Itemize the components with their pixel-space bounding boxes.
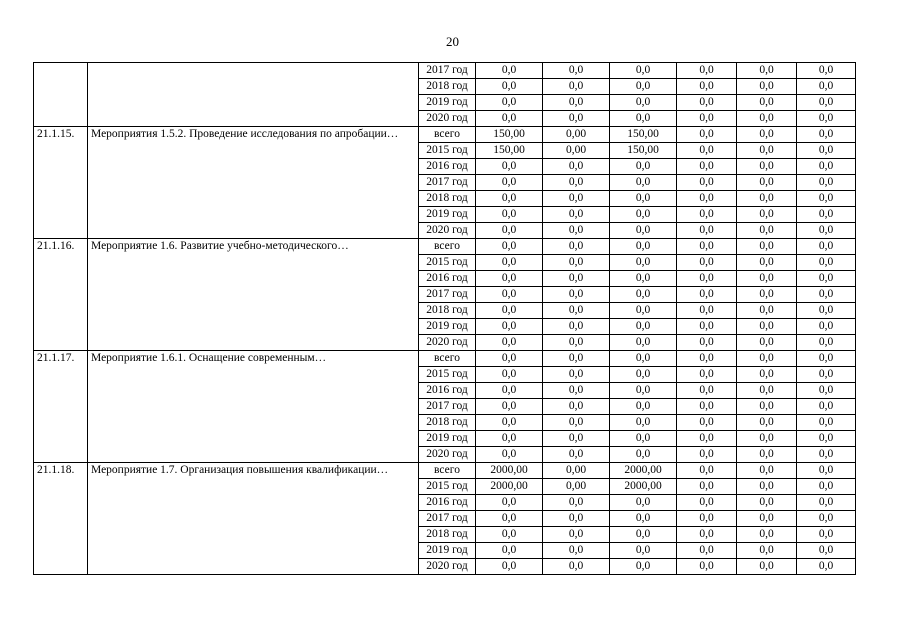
value-cell: 0,0 bbox=[677, 287, 737, 303]
year-cell: 2015 год bbox=[419, 479, 476, 495]
value-cell: 0,0 bbox=[543, 111, 610, 127]
value-cell: 0,0 bbox=[737, 527, 797, 543]
value-cell: 0,0 bbox=[543, 447, 610, 463]
value-cell: 0,0 bbox=[610, 511, 677, 527]
value-cell: 0,0 bbox=[677, 319, 737, 335]
value-cell: 0,00 bbox=[543, 479, 610, 495]
value-cell: 0,0 bbox=[610, 415, 677, 431]
value-cell: 0,0 bbox=[476, 239, 543, 255]
value-cell: 0,0 bbox=[610, 271, 677, 287]
value-cell: 0,0 bbox=[797, 223, 856, 239]
year-cell: 2016 год bbox=[419, 495, 476, 511]
value-cell: 0,0 bbox=[610, 447, 677, 463]
value-cell: 0,0 bbox=[677, 175, 737, 191]
value-cell: 0,0 bbox=[677, 207, 737, 223]
description-cell: Мероприятие 1.7. Организация повышения квалификации… bbox=[88, 463, 419, 575]
value-cell: 0,0 bbox=[476, 383, 543, 399]
value-cell: 0,0 bbox=[737, 111, 797, 127]
value-cell: 0,0 bbox=[543, 319, 610, 335]
value-cell: 0,0 bbox=[737, 271, 797, 287]
value-cell: 0,0 bbox=[797, 255, 856, 271]
value-cell: 0,0 bbox=[677, 303, 737, 319]
value-cell: 0,0 bbox=[797, 447, 856, 463]
value-cell: 0,0 bbox=[476, 415, 543, 431]
value-cell: 0,0 bbox=[677, 223, 737, 239]
value-cell: 0,0 bbox=[543, 527, 610, 543]
value-cell: 0,0 bbox=[610, 207, 677, 223]
value-cell: 0,0 bbox=[677, 111, 737, 127]
value-cell: 0,0 bbox=[677, 143, 737, 159]
value-cell: 0,0 bbox=[797, 143, 856, 159]
value-cell: 0,0 bbox=[476, 319, 543, 335]
year-cell: 2015 год bbox=[419, 143, 476, 159]
value-cell: 0,0 bbox=[677, 271, 737, 287]
value-cell: 0,0 bbox=[610, 79, 677, 95]
year-cell: 2019 год bbox=[419, 319, 476, 335]
value-cell: 0,0 bbox=[797, 127, 856, 143]
value-cell: 150,00 bbox=[476, 127, 543, 143]
value-cell: 0,0 bbox=[476, 431, 543, 447]
value-cell: 0,0 bbox=[476, 271, 543, 287]
value-cell: 0,0 bbox=[543, 559, 610, 575]
year-cell: 2018 год bbox=[419, 79, 476, 95]
value-cell: 0,0 bbox=[543, 63, 610, 79]
value-cell: 0,0 bbox=[737, 335, 797, 351]
value-cell: 0,0 bbox=[543, 239, 610, 255]
value-cell: 0,0 bbox=[610, 303, 677, 319]
value-cell: 0,0 bbox=[610, 159, 677, 175]
value-cell: 0,0 bbox=[610, 239, 677, 255]
value-cell: 0,0 bbox=[610, 63, 677, 79]
value-cell: 0,0 bbox=[476, 335, 543, 351]
value-cell: 2000,00 bbox=[610, 479, 677, 495]
value-cell: 0,0 bbox=[797, 63, 856, 79]
value-cell: 0,0 bbox=[677, 399, 737, 415]
value-cell: 0,0 bbox=[737, 543, 797, 559]
year-cell: 2016 год bbox=[419, 159, 476, 175]
year-cell: 2018 год bbox=[419, 191, 476, 207]
value-cell: 0,0 bbox=[476, 399, 543, 415]
value-cell: 0,0 bbox=[677, 63, 737, 79]
value-cell: 0,0 bbox=[737, 495, 797, 511]
value-cell: 0,0 bbox=[543, 79, 610, 95]
value-cell: 0,0 bbox=[610, 319, 677, 335]
row-number-cell: 21.1.15. bbox=[34, 127, 88, 239]
value-cell: 0,0 bbox=[677, 447, 737, 463]
value-cell: 0,0 bbox=[543, 159, 610, 175]
value-cell: 0,0 bbox=[797, 271, 856, 287]
value-cell: 0,0 bbox=[476, 367, 543, 383]
value-cell: 0,0 bbox=[677, 415, 737, 431]
value-cell: 0,0 bbox=[737, 207, 797, 223]
value-cell: 0,0 bbox=[737, 319, 797, 335]
value-cell: 0,0 bbox=[797, 239, 856, 255]
value-cell: 0,0 bbox=[543, 431, 610, 447]
value-cell: 0,0 bbox=[543, 399, 610, 415]
row-number-cell bbox=[34, 63, 88, 127]
page-number: 20 bbox=[446, 34, 459, 49]
value-cell: 0,0 bbox=[543, 367, 610, 383]
row-number-cell: 21.1.17. bbox=[34, 351, 88, 463]
value-cell: 0,0 bbox=[610, 399, 677, 415]
value-cell: 0,0 bbox=[543, 383, 610, 399]
value-cell: 0,0 bbox=[476, 223, 543, 239]
value-cell: 0,0 bbox=[543, 223, 610, 239]
value-cell: 0,0 bbox=[797, 399, 856, 415]
value-cell: 0,0 bbox=[610, 431, 677, 447]
value-cell: 0,0 bbox=[543, 511, 610, 527]
value-cell: 0,0 bbox=[543, 95, 610, 111]
value-cell: 0,0 bbox=[677, 335, 737, 351]
value-cell: 0,0 bbox=[610, 175, 677, 191]
year-cell: 2020 год bbox=[419, 559, 476, 575]
value-cell: 0,0 bbox=[677, 159, 737, 175]
value-cell: 0,0 bbox=[737, 255, 797, 271]
value-cell: 0,0 bbox=[610, 111, 677, 127]
value-cell: 0,0 bbox=[476, 191, 543, 207]
value-cell: 0,0 bbox=[610, 335, 677, 351]
value-cell: 0,0 bbox=[543, 175, 610, 191]
value-cell: 0,0 bbox=[797, 527, 856, 543]
year-cell: всего bbox=[419, 127, 476, 143]
description-cell: Мероприятие 1.6.1. Оснащение современным… bbox=[88, 351, 419, 463]
value-cell: 0,0 bbox=[797, 367, 856, 383]
value-cell: 0,0 bbox=[610, 527, 677, 543]
value-cell: 0,0 bbox=[610, 559, 677, 575]
year-cell: 2019 год bbox=[419, 431, 476, 447]
program-table bbox=[33, 62, 856, 575]
table-row bbox=[34, 239, 856, 255]
value-cell: 0,0 bbox=[797, 415, 856, 431]
value-cell: 0,0 bbox=[476, 303, 543, 319]
value-cell: 0,0 bbox=[610, 543, 677, 559]
description-cell: Мероприятия 1.5.2. Проведение исследования по апробации… bbox=[88, 127, 419, 239]
value-cell: 0,0 bbox=[737, 159, 797, 175]
year-cell: 2019 год bbox=[419, 543, 476, 559]
value-cell: 0,0 bbox=[677, 479, 737, 495]
year-cell: 2017 год bbox=[419, 175, 476, 191]
value-cell: 0,0 bbox=[737, 431, 797, 447]
value-cell: 0,0 bbox=[543, 255, 610, 271]
year-cell: 2017 год bbox=[419, 287, 476, 303]
value-cell: 0,0 bbox=[737, 239, 797, 255]
table-row bbox=[34, 463, 856, 479]
value-cell: 0,0 bbox=[677, 431, 737, 447]
value-cell: 0,0 bbox=[476, 255, 543, 271]
year-cell: 2018 год bbox=[419, 527, 476, 543]
year-cell: 2017 год bbox=[419, 63, 476, 79]
value-cell: 0,0 bbox=[797, 79, 856, 95]
value-cell: 0,0 bbox=[543, 271, 610, 287]
value-cell: 0,0 bbox=[543, 415, 610, 431]
value-cell: 0,0 bbox=[677, 527, 737, 543]
value-cell: 0,0 bbox=[737, 303, 797, 319]
value-cell: 0,0 bbox=[797, 543, 856, 559]
year-cell: 2017 год bbox=[419, 399, 476, 415]
value-cell: 0,0 bbox=[677, 543, 737, 559]
value-cell: 150,00 bbox=[476, 143, 543, 159]
value-cell: 0,0 bbox=[476, 447, 543, 463]
value-cell: 0,0 bbox=[797, 495, 856, 511]
value-cell: 0,0 bbox=[610, 367, 677, 383]
value-cell: 0,0 bbox=[543, 191, 610, 207]
year-cell: 2020 год bbox=[419, 447, 476, 463]
value-cell: 0,0 bbox=[476, 79, 543, 95]
value-cell: 150,00 bbox=[610, 143, 677, 159]
value-cell: 0,0 bbox=[737, 383, 797, 399]
value-cell: 0,00 bbox=[543, 143, 610, 159]
value-cell: 2000,00 bbox=[476, 463, 543, 479]
value-cell: 0,0 bbox=[476, 559, 543, 575]
value-cell: 0,0 bbox=[677, 351, 737, 367]
value-cell: 0,0 bbox=[610, 191, 677, 207]
value-cell: 0,0 bbox=[797, 287, 856, 303]
value-cell: 0,0 bbox=[543, 543, 610, 559]
value-cell: 0,0 bbox=[797, 351, 856, 367]
value-cell: 0,0 bbox=[737, 511, 797, 527]
value-cell: 0,0 bbox=[737, 191, 797, 207]
value-cell: 0,0 bbox=[797, 159, 856, 175]
year-cell: 2020 год bbox=[419, 223, 476, 239]
value-cell: 0,0 bbox=[797, 111, 856, 127]
year-cell: 2017 год bbox=[419, 511, 476, 527]
value-cell: 0,0 bbox=[677, 191, 737, 207]
year-cell: всего bbox=[419, 239, 476, 255]
value-cell: 0,0 bbox=[543, 495, 610, 511]
value-cell: 0,0 bbox=[476, 63, 543, 79]
value-cell: 0,0 bbox=[677, 495, 737, 511]
year-cell: всего bbox=[419, 463, 476, 479]
value-cell: 0,0 bbox=[610, 223, 677, 239]
value-cell: 0,0 bbox=[737, 63, 797, 79]
value-cell: 2000,00 bbox=[476, 479, 543, 495]
value-cell: 0,0 bbox=[737, 559, 797, 575]
value-cell: 0,0 bbox=[543, 287, 610, 303]
description-cell bbox=[88, 63, 419, 127]
value-cell: 0,0 bbox=[797, 431, 856, 447]
value-cell: 0,0 bbox=[797, 175, 856, 191]
value-cell: 0,0 bbox=[797, 479, 856, 495]
year-cell: 2020 год bbox=[419, 335, 476, 351]
table-body bbox=[34, 63, 856, 575]
value-cell: 0,0 bbox=[797, 335, 856, 351]
value-cell: 0,0 bbox=[610, 383, 677, 399]
value-cell: 0,0 bbox=[476, 287, 543, 303]
value-cell: 0,0 bbox=[737, 143, 797, 159]
value-cell: 0,00 bbox=[543, 463, 610, 479]
description-cell: Мероприятие 1.6. Развитие учебно-методического… bbox=[88, 239, 419, 351]
value-cell: 0,0 bbox=[677, 511, 737, 527]
year-cell: 2019 год bbox=[419, 207, 476, 223]
value-cell: 0,0 bbox=[476, 95, 543, 111]
value-cell: 0,0 bbox=[797, 207, 856, 223]
row-number-cell: 21.1.18. bbox=[34, 463, 88, 575]
value-cell: 0,0 bbox=[737, 95, 797, 111]
value-cell: 2000,00 bbox=[610, 463, 677, 479]
row-number-cell: 21.1.16. bbox=[34, 239, 88, 351]
year-cell: 2016 год bbox=[419, 271, 476, 287]
value-cell: 0,0 bbox=[737, 351, 797, 367]
value-cell: 0,0 bbox=[610, 495, 677, 511]
value-cell: 0,0 bbox=[797, 463, 856, 479]
year-cell: всего bbox=[419, 351, 476, 367]
value-cell: 0,0 bbox=[677, 383, 737, 399]
value-cell: 0,0 bbox=[797, 511, 856, 527]
year-cell: 2018 год bbox=[419, 303, 476, 319]
year-cell: 2018 год bbox=[419, 415, 476, 431]
value-cell: 0,0 bbox=[476, 159, 543, 175]
table-row bbox=[34, 351, 856, 367]
value-cell: 0,0 bbox=[476, 207, 543, 223]
value-cell: 0,0 bbox=[797, 95, 856, 111]
value-cell: 0,0 bbox=[476, 111, 543, 127]
value-cell: 0,0 bbox=[677, 79, 737, 95]
value-cell: 0,0 bbox=[797, 559, 856, 575]
value-cell: 0,0 bbox=[737, 367, 797, 383]
value-cell: 0,0 bbox=[677, 95, 737, 111]
value-cell: 0,0 bbox=[677, 463, 737, 479]
value-cell: 0,0 bbox=[543, 351, 610, 367]
value-cell: 0,0 bbox=[677, 239, 737, 255]
table-row bbox=[34, 127, 856, 143]
value-cell: 0,0 bbox=[543, 303, 610, 319]
value-cell: 0,0 bbox=[797, 303, 856, 319]
value-cell: 0,0 bbox=[797, 319, 856, 335]
table-row bbox=[34, 63, 856, 79]
year-cell: 2016 год bbox=[419, 383, 476, 399]
value-cell: 0,0 bbox=[677, 367, 737, 383]
value-cell: 0,0 bbox=[797, 383, 856, 399]
value-cell: 0,0 bbox=[737, 463, 797, 479]
value-cell: 0,0 bbox=[610, 351, 677, 367]
value-cell: 0,0 bbox=[737, 79, 797, 95]
value-cell: 0,0 bbox=[476, 175, 543, 191]
value-cell: 0,0 bbox=[476, 351, 543, 367]
value-cell: 0,0 bbox=[677, 559, 737, 575]
value-cell: 0,0 bbox=[737, 223, 797, 239]
value-cell: 0,0 bbox=[737, 415, 797, 431]
value-cell: 0,0 bbox=[797, 191, 856, 207]
value-cell: 0,0 bbox=[476, 511, 543, 527]
value-cell: 150,00 bbox=[610, 127, 677, 143]
value-cell: 0,00 bbox=[543, 127, 610, 143]
value-cell: 0,0 bbox=[737, 399, 797, 415]
value-cell: 0,0 bbox=[610, 255, 677, 271]
value-cell: 0,0 bbox=[737, 127, 797, 143]
value-cell: 0,0 bbox=[677, 255, 737, 271]
value-cell: 0,0 bbox=[677, 127, 737, 143]
value-cell: 0,0 bbox=[476, 543, 543, 559]
year-cell: 2019 год bbox=[419, 95, 476, 111]
value-cell: 0,0 bbox=[610, 95, 677, 111]
value-cell: 0,0 bbox=[737, 287, 797, 303]
value-cell: 0,0 bbox=[610, 287, 677, 303]
year-cell: 2020 год bbox=[419, 111, 476, 127]
value-cell: 0,0 bbox=[476, 527, 543, 543]
year-cell: 2015 год bbox=[419, 255, 476, 271]
value-cell: 0,0 bbox=[543, 335, 610, 351]
value-cell: 0,0 bbox=[737, 479, 797, 495]
value-cell: 0,0 bbox=[737, 447, 797, 463]
value-cell: 0,0 bbox=[476, 495, 543, 511]
year-cell: 2015 год bbox=[419, 367, 476, 383]
value-cell: 0,0 bbox=[737, 175, 797, 191]
value-cell: 0,0 bbox=[543, 207, 610, 223]
